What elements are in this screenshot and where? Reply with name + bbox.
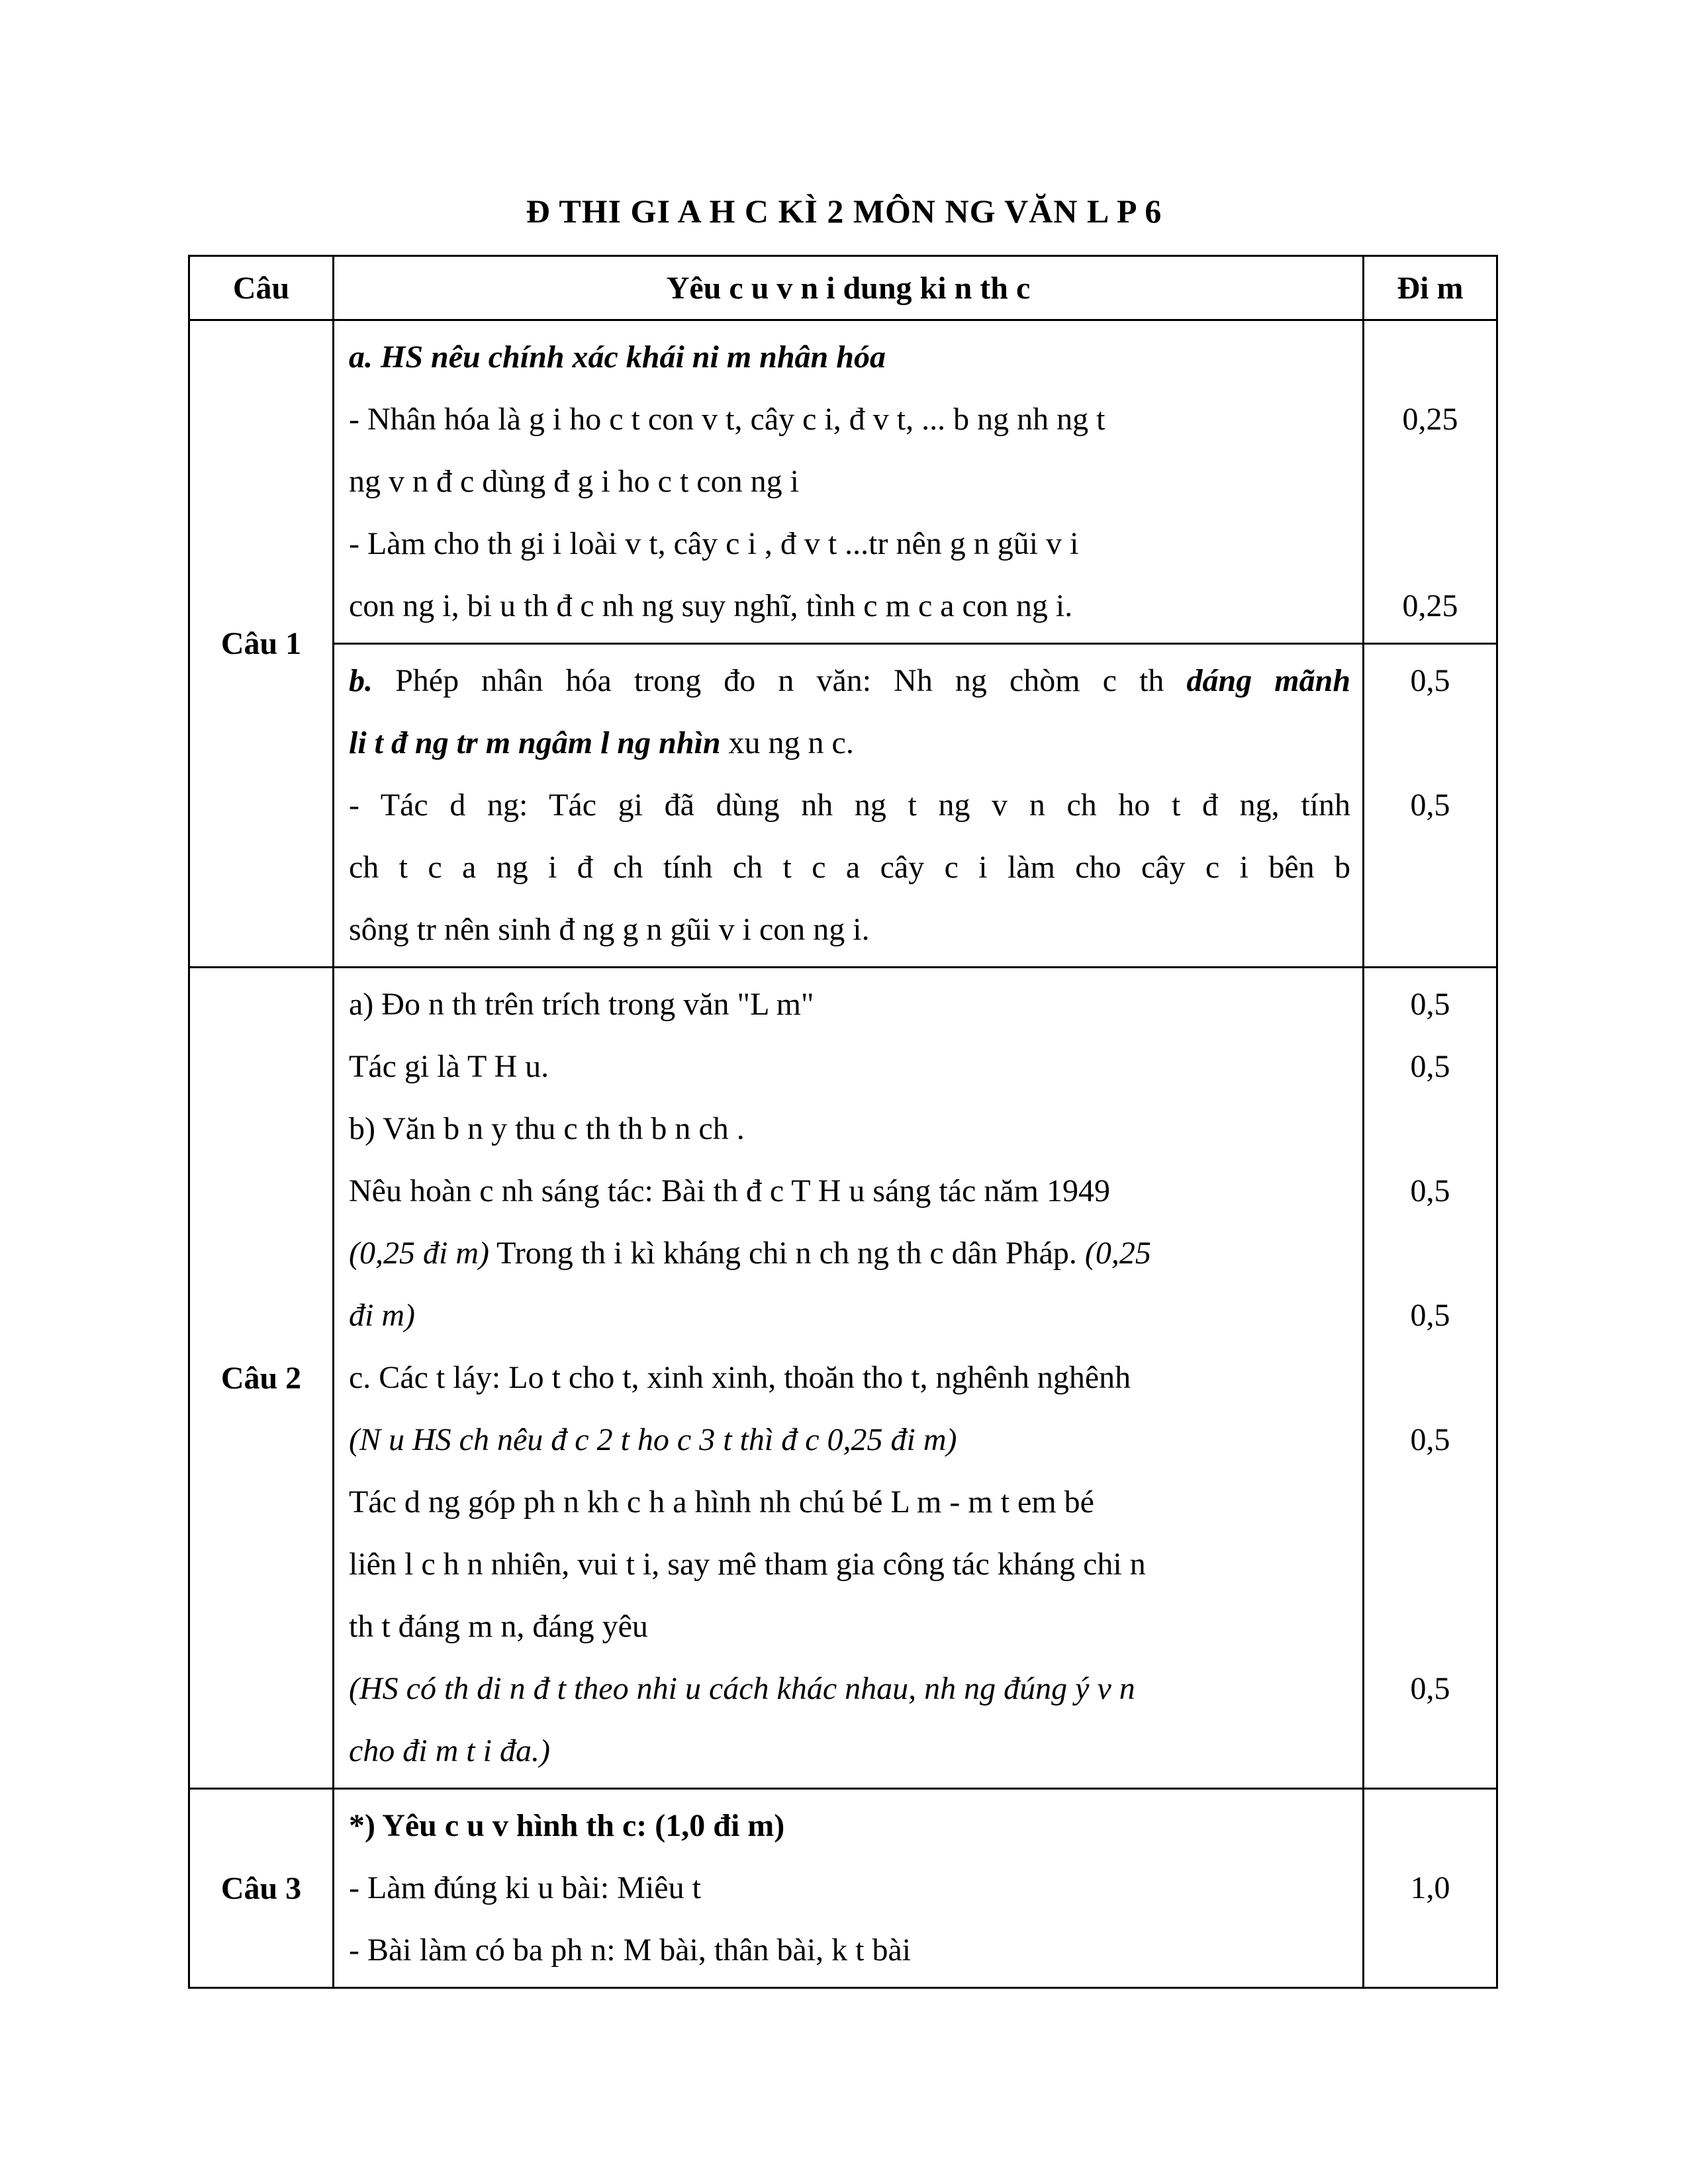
cau2-content bbox=[334, 968, 1364, 1789]
score-value: 0,5 bbox=[1410, 1422, 1450, 1457]
header-diem: Đi m bbox=[1364, 256, 1497, 320]
cau2-line: b) Văn b n y thu c th th b n ch . bbox=[349, 1111, 745, 1146]
score-value: 0,5 bbox=[1410, 987, 1450, 1022]
cau2-line: Tác gi là T H u. bbox=[349, 1049, 549, 1084]
header-yeu-cau: Yêu c u v n i dung ki n th c bbox=[334, 256, 1364, 320]
cau1-b-line: b. Phép nhân hóa trong đo n văn: Nh ng chòm c th dáng mãnh bbox=[349, 663, 1350, 698]
cau1-a-line: ng v n đ c dùng đ g i ho c t con ng i bbox=[349, 464, 799, 499]
cau1-b-line: sông tr nên sinh đ ng g n gũi v i con ng i. bbox=[349, 912, 870, 947]
question-label-cau1: Câu 1 bbox=[189, 320, 334, 968]
score-value: 0,5 bbox=[1410, 1298, 1450, 1333]
cau2-line: (N u HS ch nêu đ c 2 t ho c 3 t thì đ c 0,25 đi m) bbox=[349, 1422, 957, 1457]
cau1-a-title: a. HS nêu chính xác khái ni m nhân hóa bbox=[349, 340, 886, 375]
cau3-line: *) Yêu c u v hình th c: (1,0 đi m) bbox=[349, 1808, 785, 1843]
cau3-line: - Bài làm có ba ph n: M bài, thân bài, k t bài bbox=[349, 1933, 912, 1968]
cau3-content bbox=[334, 1789, 1364, 1988]
cau2-points bbox=[1364, 968, 1497, 1789]
table-row-cau3 bbox=[189, 1789, 1497, 1988]
score-value: 0,5 bbox=[1410, 1049, 1450, 1084]
score-value: 0,5 bbox=[1410, 788, 1450, 823]
cau2-line: c. Các t láy: Lo t cho t, xinh xinh, thoăn tho t, nghênh nghênh bbox=[349, 1360, 1131, 1395]
cau3-points bbox=[1364, 1789, 1497, 1988]
cau2-line: cho đi m t i đa.) bbox=[349, 1733, 550, 1768]
table-row-cau1-b bbox=[189, 644, 1497, 968]
cau2-line: Nêu hoàn c nh sáng tác: Bài th đ c T H u sáng tác năm 1949 bbox=[349, 1173, 1110, 1208]
cau1-a-line: - Làm cho th gi i loài v t, cây c i , đ v t ...tr nên g n gũi v i bbox=[349, 526, 1079, 561]
cau2-line: (0,25 đi m) Trong th i kì kháng chi n ch ng th c dân Pháp. (0,25 bbox=[349, 1236, 1151, 1271]
cau1-a-line: con ng i, bi u th đ c nh ng suy nghĩ, tình c m c a con ng i. bbox=[349, 588, 1073, 623]
cau3-line: - Làm đúng ki u bài: Miêu t bbox=[349, 1870, 701, 1905]
cau1-b-line: - Tác d ng: Tác gi đã dùng nh ng t ng v n ch ho t đ ng, tính bbox=[349, 788, 1350, 823]
page-title: Đ THI GI A H C KÌ 2 MÔN NG VĂN L P 6 bbox=[526, 193, 1162, 230]
score-value: 0,5 bbox=[1410, 663, 1450, 698]
cau1-part-b bbox=[334, 644, 1364, 968]
cau2-line: liên l c h n nhiên, vui t i, say mê tham gia công tác kháng chi n bbox=[349, 1547, 1146, 1582]
table-row-cau1-a bbox=[189, 320, 1497, 644]
score-value: 0,5 bbox=[1410, 1173, 1450, 1208]
cau1-part-a bbox=[334, 320, 1364, 644]
answer-key-table bbox=[188, 255, 1498, 1989]
cau2-line: đi m) bbox=[349, 1298, 415, 1333]
cau1-a-line: - Nhân hóa là g i ho c t con v t, cây c i, đ v t, ... b ng nh ng t bbox=[349, 402, 1105, 437]
score-value: 0,25 bbox=[1402, 402, 1458, 437]
score-value: 1,0 bbox=[1410, 1870, 1450, 1905]
cau1-b-line: ch t c a ng i đ ch tính ch t c a cây c i làm cho cây c i bên b bbox=[349, 850, 1350, 885]
score-value: 0,25 bbox=[1402, 588, 1458, 623]
cau1-a-points bbox=[1364, 320, 1497, 644]
score-value: 0,5 bbox=[1410, 1671, 1450, 1706]
cau2-line: a) Đo n th trên trích trong văn "L m" bbox=[349, 987, 814, 1022]
cau2-line: (HS có th di n đ t theo nhi u cách khác nhau, nh ng đúng ý v n bbox=[349, 1671, 1135, 1706]
cau2-line: Tác d ng góp ph n kh c h a hình nh chú bé L m - m t em bé bbox=[349, 1484, 1094, 1520]
question-label-cau3: Câu 3 bbox=[189, 1789, 334, 1988]
header-cau: Câu bbox=[189, 256, 334, 320]
table-header-row bbox=[189, 256, 1497, 320]
question-label-cau2: Câu 2 bbox=[189, 968, 334, 1789]
table-row-cau2 bbox=[189, 968, 1497, 1789]
cau2-line: th t đáng m n, đáng yêu bbox=[349, 1609, 648, 1644]
cau1-b-points bbox=[1364, 644, 1497, 968]
cau1-b-line: li t đ ng tr m ngâm l ng nhìn xu ng n c. bbox=[349, 725, 854, 760]
